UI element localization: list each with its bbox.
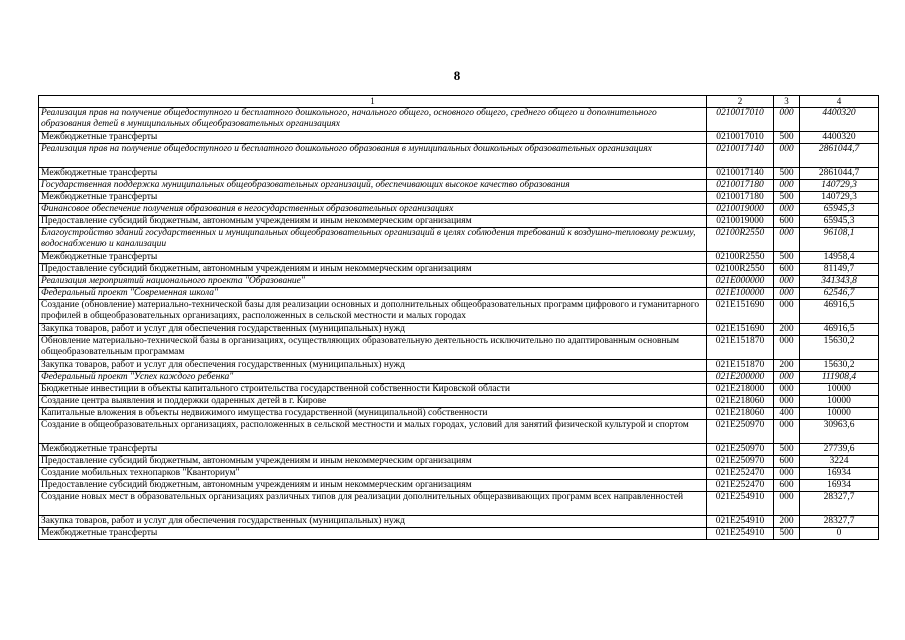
cell-vr: 000 <box>774 372 800 384</box>
cell-vr: 500 <box>774 168 800 180</box>
cell-name: Создание мобильных технопарков "Кванториум" <box>39 468 707 480</box>
cell-code: 021E252470 <box>707 468 774 480</box>
cell-sum: 10000 <box>800 408 879 420</box>
cell-code: 021E151690 <box>707 300 774 324</box>
table-row <box>39 516 879 528</box>
table-row <box>39 228 879 252</box>
cell-sum: 140729,3 <box>800 180 879 192</box>
header-cell-vr: 3 <box>774 96 800 108</box>
table-row <box>39 444 879 456</box>
table-row <box>39 420 879 444</box>
cell-sum: 15630,2 <box>800 360 879 372</box>
cell-code: 021E218060 <box>707 408 774 420</box>
cell-code: 02100R2550 <box>707 228 774 252</box>
cell-vr: 600 <box>774 456 800 468</box>
table-row <box>39 468 879 480</box>
table-row <box>39 132 879 144</box>
cell-code: 021E252470 <box>707 480 774 492</box>
cell-code: 0210017180 <box>707 180 774 192</box>
cell-sum: 2861044,7 <box>800 168 879 180</box>
cell-sum: 140729,3 <box>800 192 879 204</box>
table-row <box>39 144 879 168</box>
header-cell-code: 2 <box>707 96 774 108</box>
cell-vr: 200 <box>774 516 800 528</box>
cell-vr: 400 <box>774 408 800 420</box>
cell-vr: 000 <box>774 180 800 192</box>
cell-name: Федеральный проект "Современная школа" <box>39 288 707 300</box>
cell-vr: 500 <box>774 528 800 540</box>
cell-name: Предоставление субсидий бюджетным, автономным учреждениям и иным некоммерческим организациям <box>39 216 707 228</box>
cell-sum: 16934 <box>800 480 879 492</box>
cell-vr: 600 <box>774 216 800 228</box>
cell-name: Обновление материально-технической базы в организациях, осуществляющих образовательную деятельность исключительно по адаптированным основным общеобразовательным программам <box>39 336 707 360</box>
header-cell-name: 1 <box>39 96 707 108</box>
cell-name: Создание центра выявления и поддержки одаренных детей в г. Кирове <box>39 396 707 408</box>
table-row <box>39 408 879 420</box>
cell-code: 02100R2550 <box>707 264 774 276</box>
cell-sum: 65945,3 <box>800 216 879 228</box>
cell-sum: 46916,5 <box>800 324 879 336</box>
cell-code: 02100R2550 <box>707 252 774 264</box>
cell-name: Финансовое обеспечение получения образования в негосударственных образовательных организациях <box>39 204 707 216</box>
cell-sum: 81149,7 <box>800 264 879 276</box>
cell-name: Бюджетные инвестиции в объекты капитального строительства государственной собственности Кировской области <box>39 384 707 396</box>
table-row <box>39 252 879 264</box>
cell-sum: 10000 <box>800 384 879 396</box>
cell-code: 021E254910 <box>707 492 774 516</box>
cell-vr: 200 <box>774 360 800 372</box>
cell-code: 021E200000 <box>707 372 774 384</box>
cell-vr: 000 <box>774 276 800 288</box>
cell-name: Реализация прав на получение общедоступного и бесплатного дошкольного образования в муниципальных дошкольных образовательных организациях <box>39 144 707 168</box>
cell-sum: 3224 <box>800 456 879 468</box>
cell-sum: 2861044,7 <box>800 144 879 168</box>
cell-vr: 600 <box>774 480 800 492</box>
cell-code: 021E254910 <box>707 516 774 528</box>
cell-code: 021E250970 <box>707 420 774 444</box>
table-row <box>39 372 879 384</box>
cell-name: Капитальные вложения в объекты недвижимого имущества государственной (муниципальной) собственности <box>39 408 707 420</box>
cell-name: Закупка товаров, работ и услуг для обеспечения государственных (муниципальных) нужд <box>39 324 707 336</box>
cell-name: Межбюджетные трансферты <box>39 132 707 144</box>
table-row <box>39 180 879 192</box>
cell-vr: 500 <box>774 444 800 456</box>
cell-code: 0210017010 <box>707 132 774 144</box>
cell-name: Государственная поддержка муниципальных общеобразовательных организаций, обеспечивающих высокое качество образования <box>39 180 707 192</box>
cell-name: Межбюджетные трансферты <box>39 168 707 180</box>
cell-code: 021E100000 <box>707 288 774 300</box>
cell-name: Федеральный проект "Успех каждого ребенка" <box>39 372 707 384</box>
cell-code: 0210017140 <box>707 144 774 168</box>
table-row <box>39 276 879 288</box>
cell-code: 0210017180 <box>707 192 774 204</box>
cell-name: Реализация мероприятий национального проекта "Образование" <box>39 276 707 288</box>
cell-code: 021E218060 <box>707 396 774 408</box>
cell-code: 0210017140 <box>707 168 774 180</box>
cell-code: 021E218000 <box>707 384 774 396</box>
cell-code: 0210017010 <box>707 108 774 132</box>
cell-vr: 600 <box>774 264 800 276</box>
cell-sum: 28327,7 <box>800 492 879 516</box>
cell-code: 021E250970 <box>707 444 774 456</box>
cell-vr: 000 <box>774 108 800 132</box>
table-row <box>39 288 879 300</box>
table-row <box>39 396 879 408</box>
cell-sum: 96108,1 <box>800 228 879 252</box>
table-row <box>39 384 879 396</box>
cell-vr: 000 <box>774 420 800 444</box>
cell-name: Создание (обновление) материально-технической базы для реализации основных и дополнительных общеобразовательных программ цифрового и гуманитарного профилей в общеобразовательных организациях, расположенных в сельской местности и малых городах <box>39 300 707 324</box>
cell-vr: 200 <box>774 324 800 336</box>
table-row <box>39 324 879 336</box>
cell-sum: 4400320 <box>800 108 879 132</box>
table-row <box>39 168 879 180</box>
budget-table-body <box>39 96 879 540</box>
cell-name: Предоставление субсидий бюджетным, автономным учреждениям и иным некоммерческим организациям <box>39 264 707 276</box>
cell-name: Межбюджетные трансферты <box>39 528 707 540</box>
cell-vr: 500 <box>774 252 800 264</box>
table-row <box>39 528 879 540</box>
cell-name: Создание в общеобразовательных организациях, расположенных в сельской местности и малых городах, условий для занятий физической культурой и спортом <box>39 420 707 444</box>
table-row <box>39 216 879 228</box>
table-row <box>39 192 879 204</box>
cell-name: Межбюджетные трансферты <box>39 252 707 264</box>
cell-vr: 000 <box>774 468 800 480</box>
cell-sum: 27739,6 <box>800 444 879 456</box>
cell-sum: 46916,5 <box>800 300 879 324</box>
table-row <box>39 108 879 132</box>
cell-sum: 28327,7 <box>800 516 879 528</box>
cell-sum: 0 <box>800 528 879 540</box>
cell-vr: 000 <box>774 228 800 252</box>
cell-vr: 000 <box>774 300 800 324</box>
cell-sum: 65945,3 <box>800 204 879 216</box>
table-row <box>39 264 879 276</box>
cell-vr: 000 <box>774 288 800 300</box>
cell-name: Благоустройство зданий государственных и муниципальных общеобразовательных организаций в целях соблюдения требований к воздушно-тепловому режиму, водоснабжению и канализации <box>39 228 707 252</box>
cell-name: Межбюджетные трансферты <box>39 192 707 204</box>
cell-name: Предоставление субсидий бюджетным, автономным учреждениям и иным некоммерческим организациям <box>39 480 707 492</box>
cell-code: 021E254910 <box>707 528 774 540</box>
cell-vr: 000 <box>774 204 800 216</box>
cell-name: Предоставление субсидий бюджетным, автономным учреждениям и иным некоммерческим организациям <box>39 456 707 468</box>
cell-vr: 000 <box>774 492 800 516</box>
cell-vr: 000 <box>774 144 800 168</box>
budget-table <box>38 95 879 540</box>
cell-sum: 16934 <box>800 468 879 480</box>
cell-name: Создание новых мест в образовательных организациях различных типов для реализации дополнительных общеразвивающих программ всех направленностей <box>39 492 707 516</box>
table-row <box>39 360 879 372</box>
cell-sum: 15630,2 <box>800 336 879 360</box>
table-row <box>39 204 879 216</box>
cell-vr: 000 <box>774 384 800 396</box>
cell-code: 021E151870 <box>707 336 774 360</box>
table-header-row <box>39 96 879 108</box>
header-cell-sum: 4 <box>800 96 879 108</box>
table-row <box>39 456 879 468</box>
cell-name: Реализация прав на получение общедоступного и бесплатного дошкольного, начального общего, основного общего, среднего общего и дополнительного образования детей в муниципальных общеобразовательных организациях <box>39 108 707 132</box>
table-row <box>39 336 879 360</box>
table-row <box>39 492 879 516</box>
cell-code: 0210019000 <box>707 216 774 228</box>
cell-sum: 10000 <box>800 396 879 408</box>
cell-sum: 341343,8 <box>800 276 879 288</box>
cell-code: 021E151870 <box>707 360 774 372</box>
cell-name: Закупка товаров, работ и услуг для обеспечения государственных (муниципальных) нужд <box>39 360 707 372</box>
cell-name: Межбюджетные трансферты <box>39 444 707 456</box>
cell-name: Закупка товаров, работ и услуг для обеспечения государственных (муниципальных) нужд <box>39 516 707 528</box>
cell-code: 021E151690 <box>707 324 774 336</box>
table-row <box>39 300 879 324</box>
cell-vr: 500 <box>774 132 800 144</box>
cell-vr: 500 <box>774 192 800 204</box>
cell-code: 021E000000 <box>707 276 774 288</box>
cell-sum: 30963,6 <box>800 420 879 444</box>
table-row <box>39 480 879 492</box>
cell-sum: 62546,7 <box>800 288 879 300</box>
cell-sum: 111908,4 <box>800 372 879 384</box>
cell-sum: 4400320 <box>800 132 879 144</box>
cell-vr: 000 <box>774 396 800 408</box>
cell-code: 0210019000 <box>707 204 774 216</box>
cell-code: 021E250970 <box>707 456 774 468</box>
cell-vr: 000 <box>774 336 800 360</box>
cell-sum: 14958,4 <box>800 252 879 264</box>
page-number: 8 <box>453 68 461 83</box>
